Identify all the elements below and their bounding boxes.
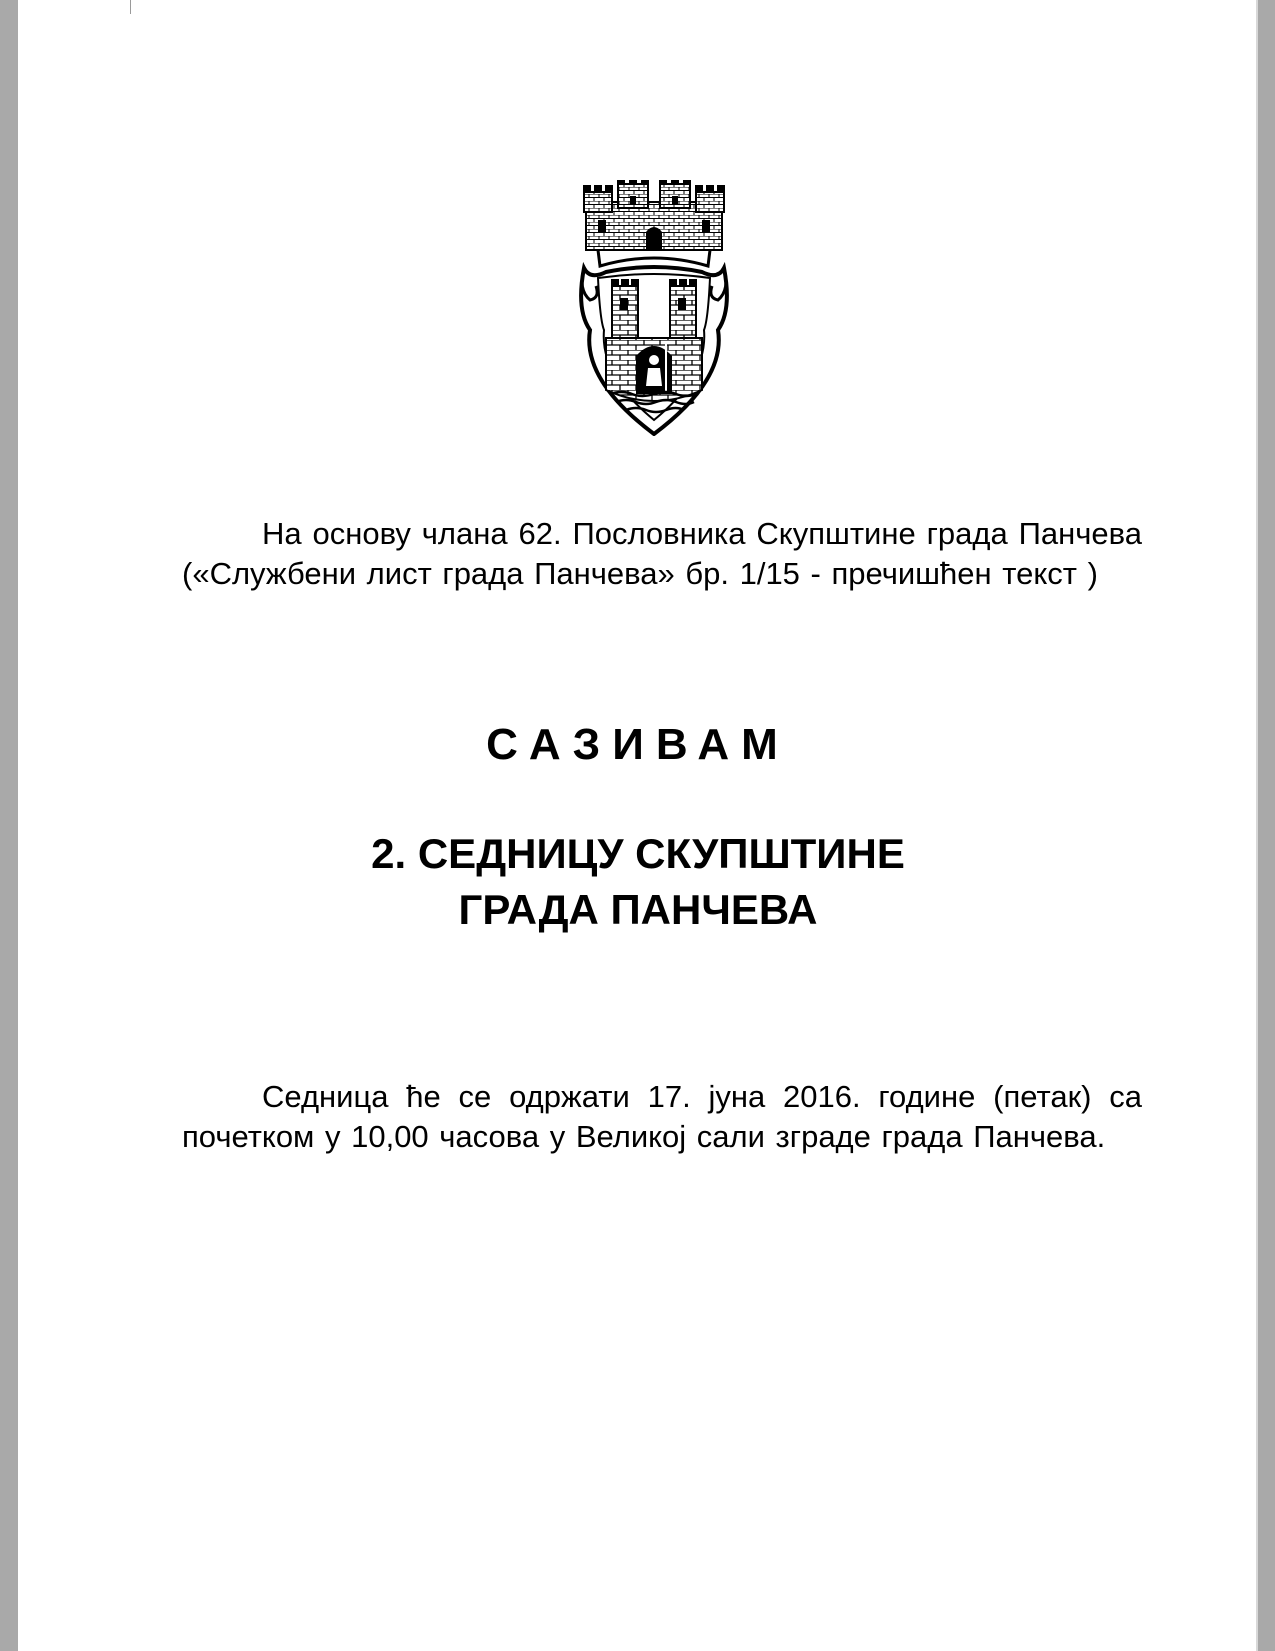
session-title-line-2: ГРАДА ПАНЧЕВА bbox=[458, 886, 818, 933]
session-details-paragraph: Седница ће се одржати 17. јуна 2016. године (петак) са почетком у 10,00 часова у Великој сали зграде града Панчева. bbox=[182, 1079, 1142, 1154]
convene-heading: САЗИВАМ bbox=[486, 720, 790, 769]
scan-mark bbox=[130, 0, 131, 14]
coat-of-arms-icon bbox=[576, 180, 732, 436]
session-title-line-1: 2. СЕДНИЦУ СКУПШТИНЕ bbox=[371, 830, 905, 877]
intro-paragraph: На основу члана 62. Пословника Скупштине града Панчева («Службени лист града Панчева» бр. 1/15 - пречишћен текст ) bbox=[182, 516, 1142, 591]
session-title bbox=[18, 826, 1258, 938]
document-page bbox=[18, 0, 1258, 1651]
